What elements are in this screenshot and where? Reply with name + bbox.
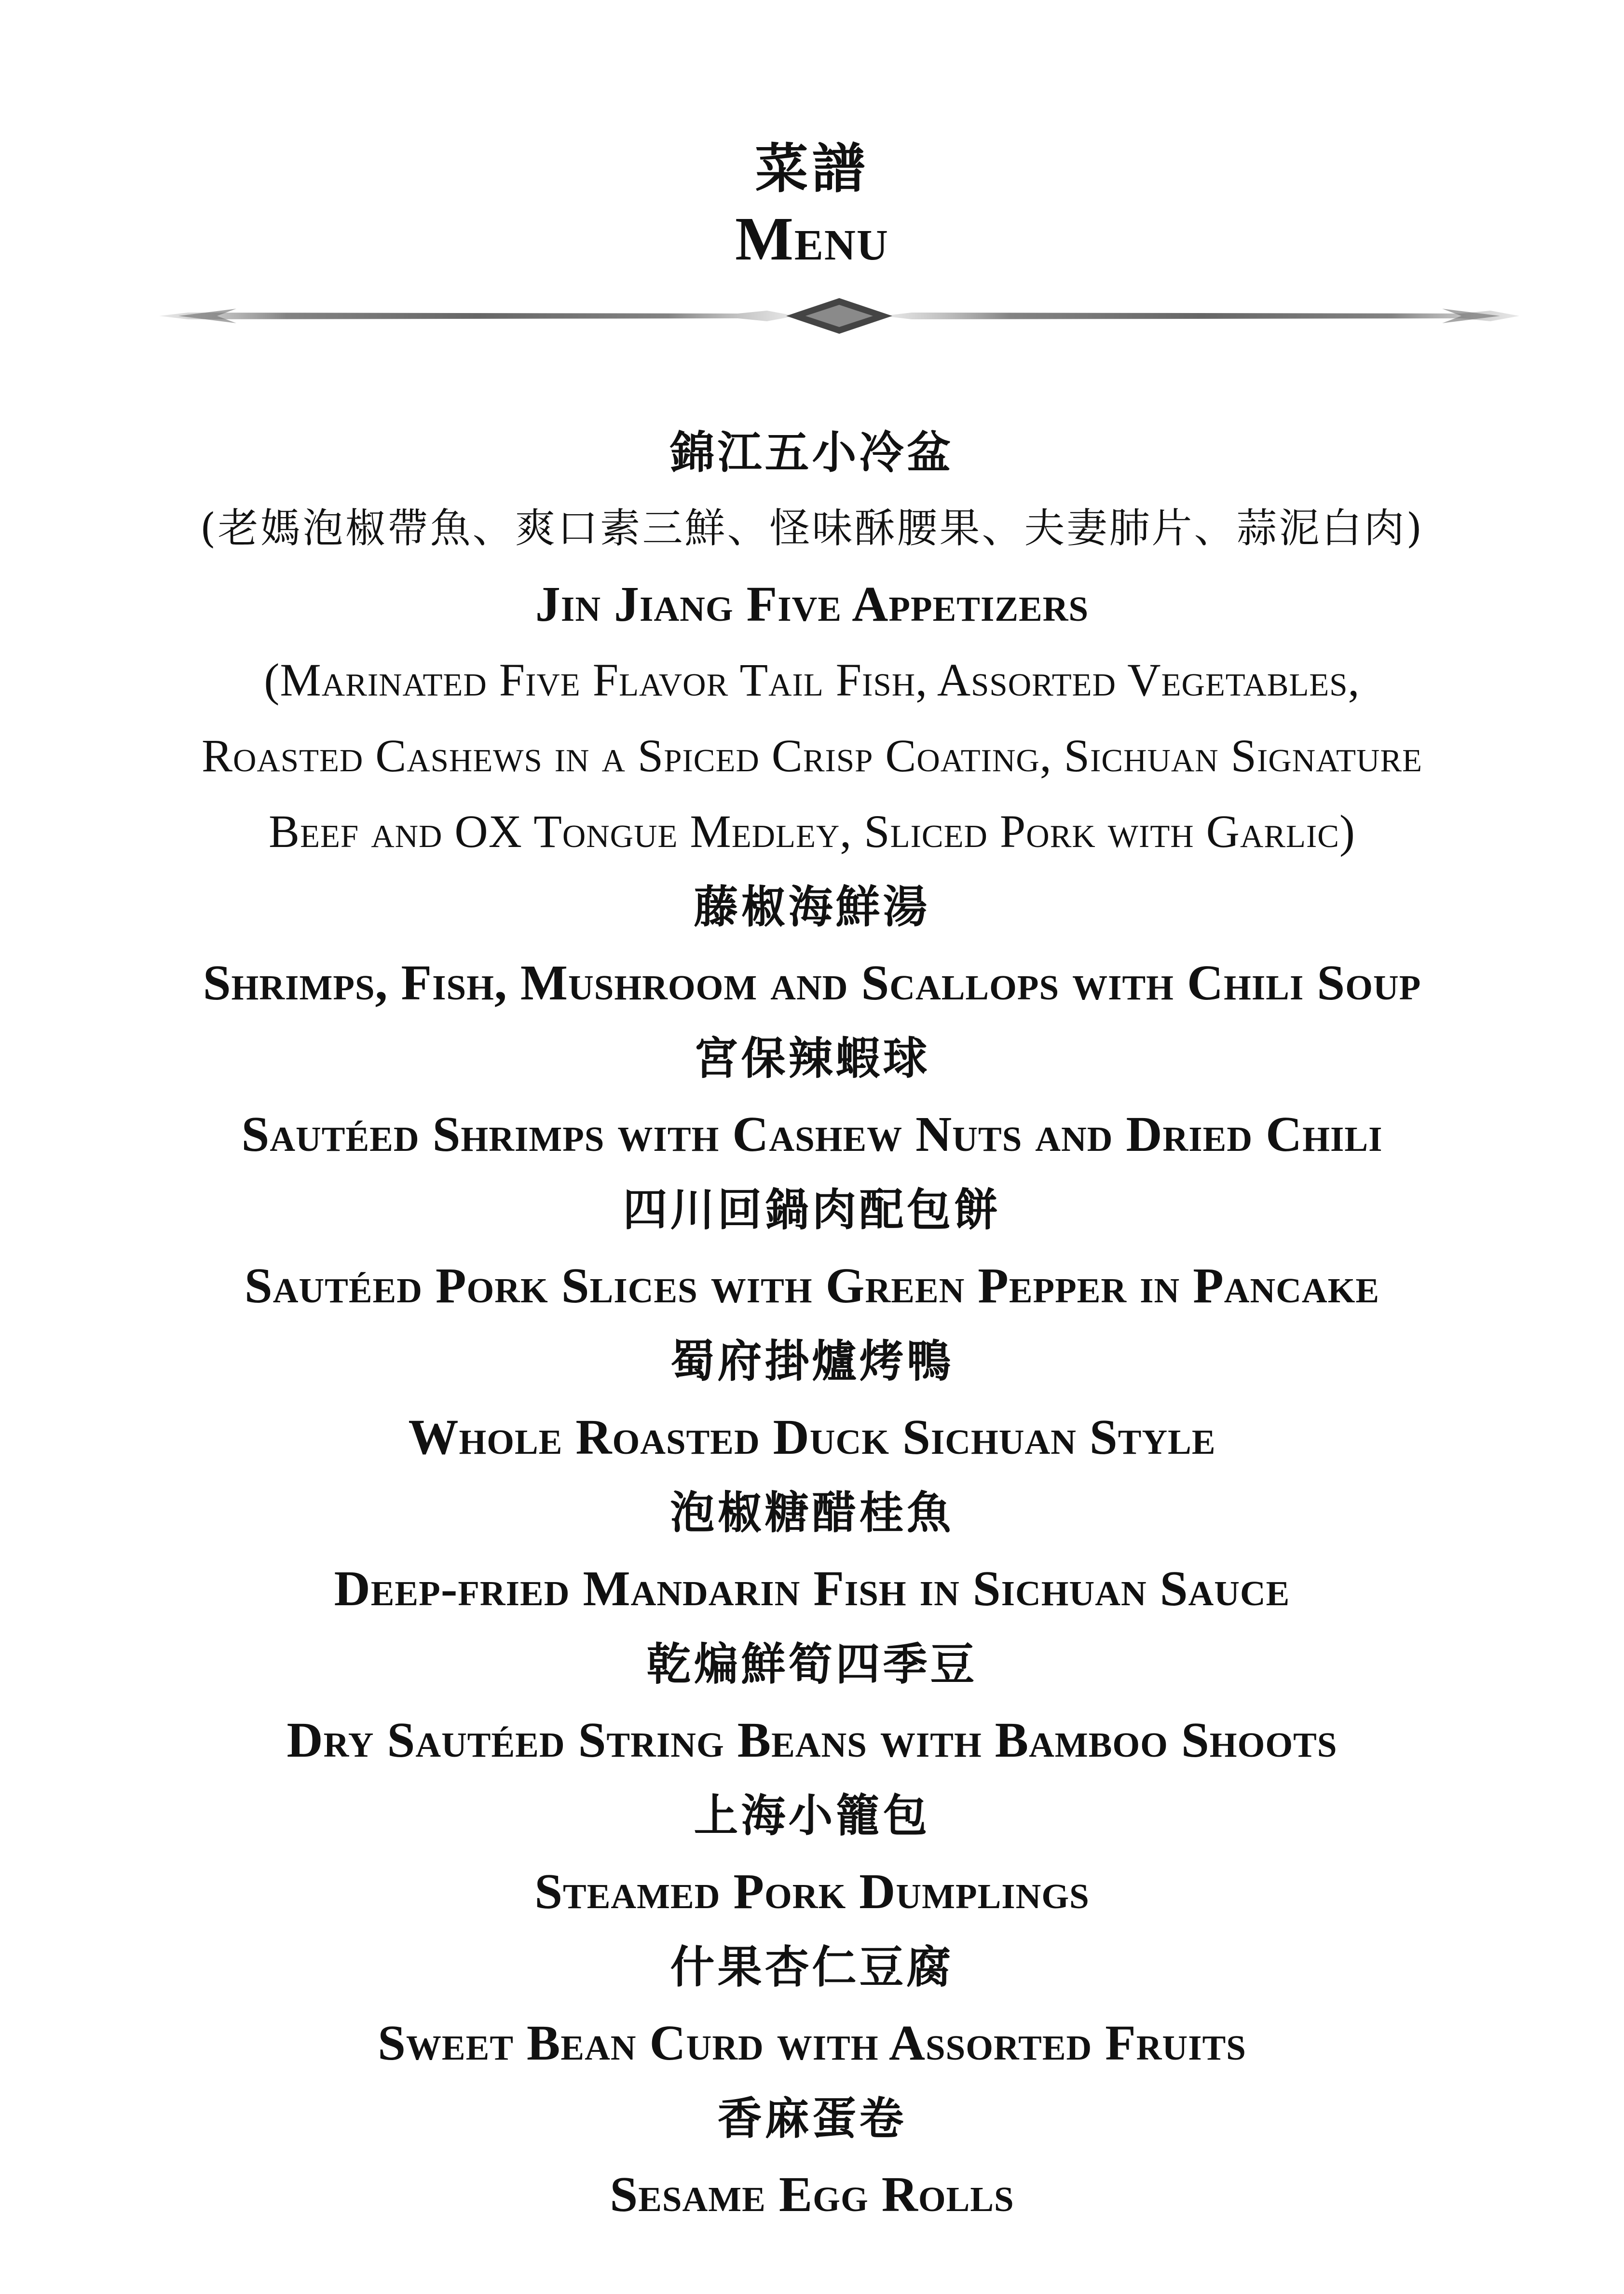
dish-10-chinese: 香麻蛋卷 (717, 2092, 907, 2144)
dish-10-english: Sesame Egg Rolls (610, 2167, 1014, 2222)
dish-5-english: Whole Roasted Duck Sichuan Style (408, 1409, 1216, 1465)
dish-5-chinese: 蜀府掛爐烤鴨 (670, 1335, 954, 1387)
dish-3-chinese: 宮保辣蝦球 (694, 1032, 930, 1084)
dish-4-english: Sautéed Pork Slices with Green Pepper in Pancake (244, 1258, 1380, 1313)
dish-1-english-note-line-2: Roasted Cashews in a Spiced Crisp Coating, Sichuan Signature (201, 730, 1423, 781)
dish-9-english: Sweet Bean Curd with Assorted Fruits (378, 2015, 1246, 2071)
dish-8-chinese: 上海小籠包 (694, 1789, 930, 1842)
dish-6-chinese: 泡椒糖醋桂魚 (670, 1487, 954, 1539)
dish-1-english-note-line-1: (Marinated Five Flavor Tail Fish, Assorted Vegetables, (264, 654, 1360, 706)
dish-6-english: Deep-fried Mandarin Fish in Sichuan Sauce (334, 1561, 1290, 1616)
dish-2-english: Shrimps, Fish, Mushroom and Scallops with Chili Soup (203, 955, 1421, 1010)
dish-1-english-note-line-3: Beef and OX Tongue Medley, Sliced Pork with Garlic) (269, 806, 1355, 857)
page-title-english: Menu (735, 205, 889, 273)
dish-1-chinese: 錦江五小冷盆 (670, 426, 954, 478)
dish-4-chinese: 四川回鍋肉配包餅 (623, 1184, 1001, 1236)
dish-3-english: Sautéed Shrimps with Cashew Nuts and Dried Chili (241, 1106, 1383, 1162)
ornamental-divider-icon (159, 294, 1519, 338)
menu-header (0, 135, 1624, 275)
dish-2-chinese: 藤椒海鮮湯 (694, 881, 930, 933)
dish-9-chinese: 什果杏仁豆腐 (670, 1941, 954, 1993)
dish-8-english: Steamed Pork Dumplings (534, 1864, 1090, 1919)
dish-7-english: Dry Sautéed String Beans with Bamboo Shoots (287, 1712, 1337, 1768)
page-title-chinese: 菜譜 (755, 137, 869, 200)
dish-7-chinese: 乾煸鮮筍四季豆 (646, 1638, 978, 1690)
dish-1-chinese-note: (老媽泡椒帶魚、爽口素三鮮、怪味酥腰果、夫妻肺片、蒜泥白肉) (200, 505, 1424, 552)
menu-list (0, 415, 1624, 2232)
dish-1-english: Jin Jiang Five Appetizers (535, 576, 1089, 632)
